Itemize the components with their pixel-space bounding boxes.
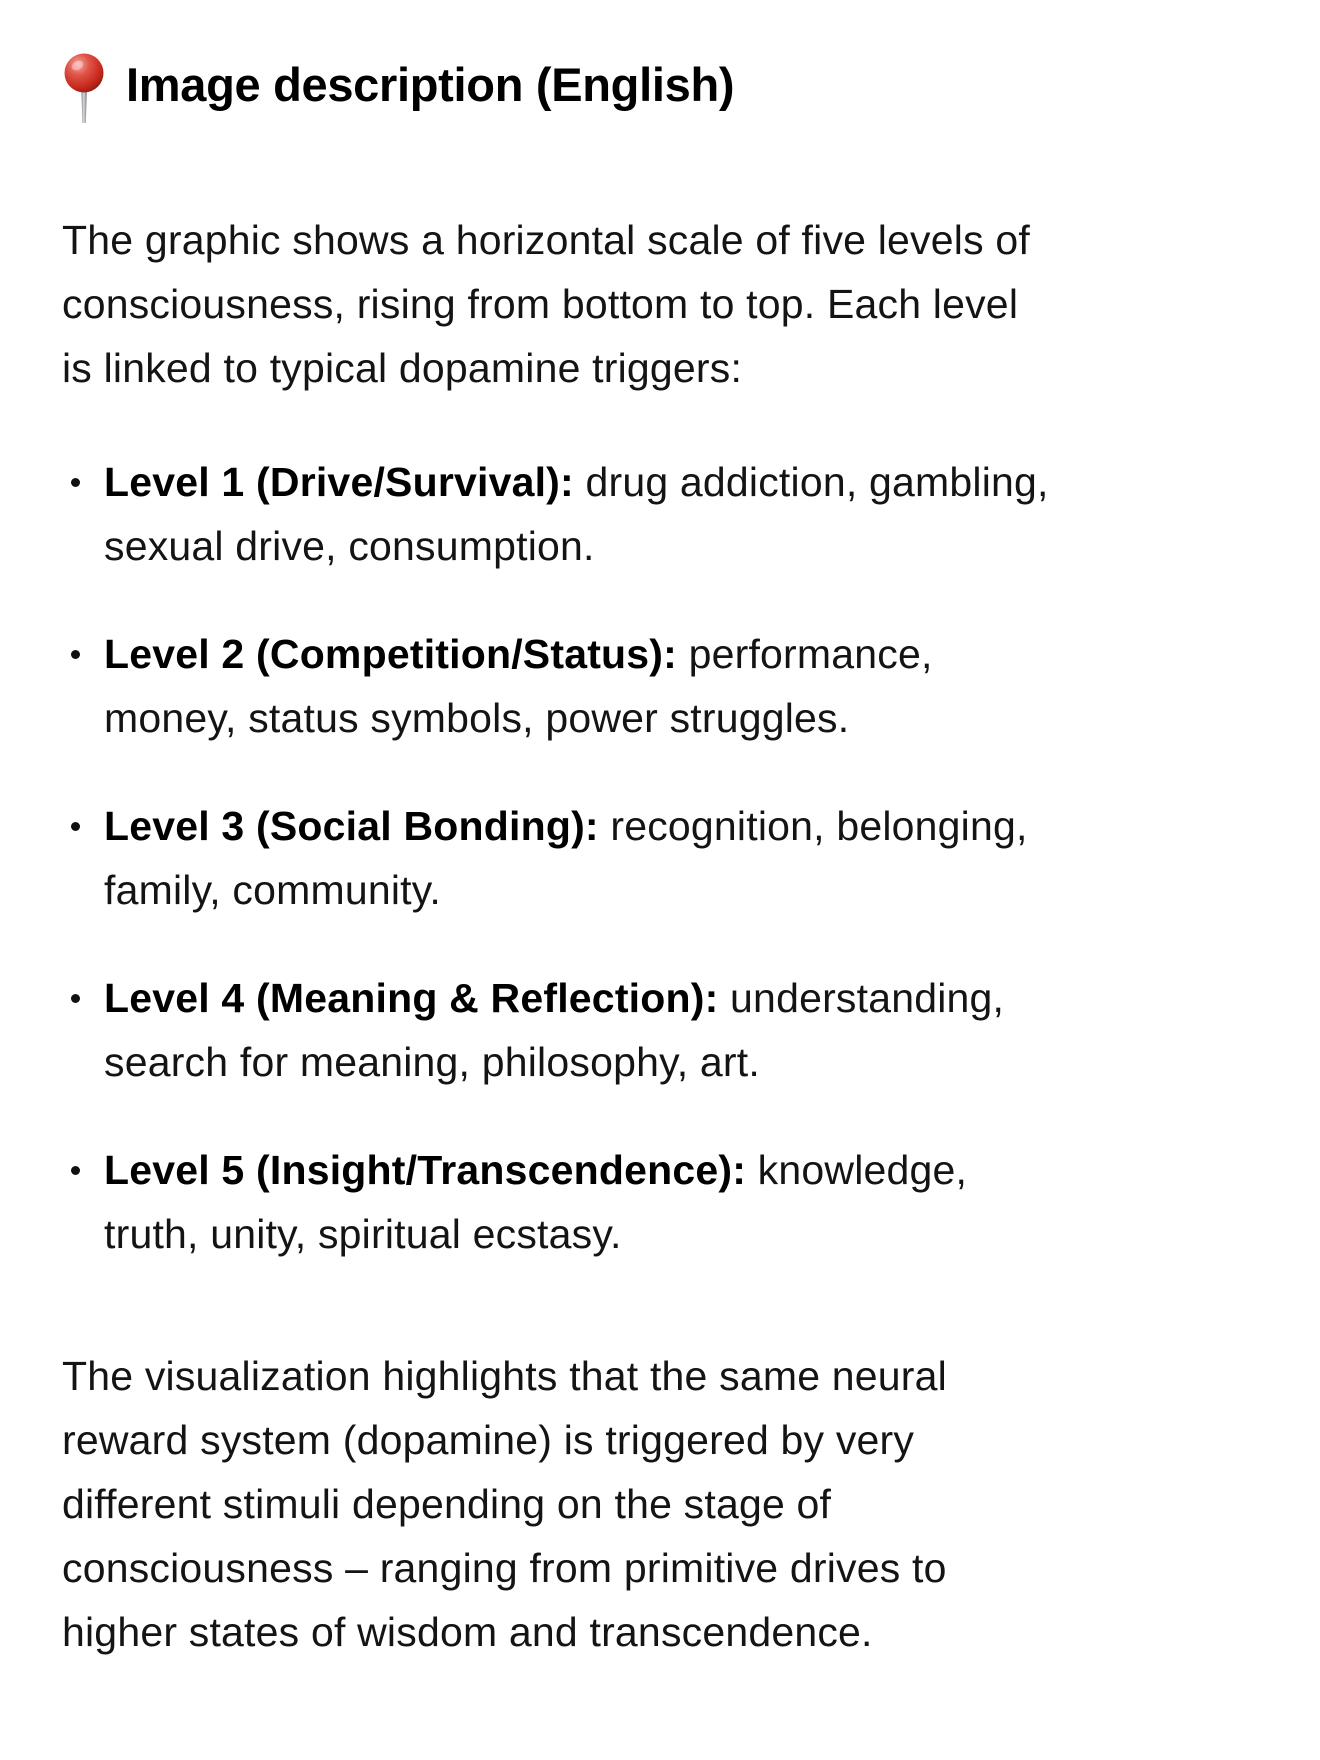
level-triggers-line2: family, community.: [104, 867, 441, 913]
closing-paragraph: [62, 1344, 1262, 1664]
closing-line: different stimuli depending on the stage of: [62, 1481, 832, 1527]
list-item-level-5: [62, 1138, 1262, 1266]
list-item-level-4: [62, 966, 1262, 1094]
level-label: Level 3 (Social Bonding):: [104, 803, 599, 849]
level-triggers-line2: money, status symbols, power struggles.: [104, 695, 850, 741]
bullet-icon: [71, 822, 80, 831]
bullet-icon: [71, 1166, 80, 1175]
list-item-text: [104, 622, 1262, 750]
closing-line: higher states of wisdom and transcendence.: [62, 1609, 873, 1655]
levels-bullet-list: [62, 450, 1262, 1266]
bullet-icon: [71, 650, 80, 659]
intro-paragraph: [62, 208, 1262, 400]
closing-line: The visualization highlights that the same neural: [62, 1353, 947, 1399]
level-triggers: performance,: [677, 631, 933, 677]
bullet-marker-col: [62, 794, 104, 922]
level-triggers: knowledge,: [746, 1147, 968, 1193]
list-item-level-3: [62, 794, 1262, 922]
level-triggers: understanding,: [718, 975, 1005, 1021]
list-item-text: [104, 794, 1262, 922]
level-triggers-line2: truth, unity, spiritual ecstasy.: [104, 1211, 622, 1257]
bullet-icon: [71, 478, 80, 487]
list-item-level-1: [62, 450, 1262, 578]
closing-line: consciousness – ranging from primitive drives to: [62, 1545, 947, 1591]
page-title: Image description (English): [126, 58, 735, 111]
closing-line: reward system (dopamine) is triggered by very: [62, 1417, 915, 1463]
level-label: Level 2 (Competition/Status):: [104, 631, 678, 677]
list-item-level-2: [62, 622, 1262, 750]
level-triggers-line2: sexual drive, consumption.: [104, 523, 595, 569]
level-triggers-line2: search for meaning, philosophy, art.: [104, 1039, 760, 1085]
bullet-marker-col: [62, 622, 104, 750]
intro-line: The graphic shows a horizontal scale of five levels of: [62, 217, 1030, 263]
list-item-text: [104, 1138, 1262, 1266]
level-label: Level 1 (Drive/Survival):: [104, 459, 574, 505]
intro-line: consciousness, rising from bottom to top. Each level: [62, 281, 1019, 327]
level-label: Level 4 (Meaning & Reflection):: [104, 975, 719, 1021]
bullet-marker-col: [62, 966, 104, 1094]
level-label: Level 5 (Insight/Transcendence):: [104, 1147, 747, 1193]
bullet-marker-col: [62, 1138, 104, 1266]
bullet-marker-col: [62, 450, 104, 578]
list-item-text: [104, 450, 1262, 578]
bullet-icon: [71, 994, 80, 1003]
level-triggers: recognition, belonging,: [598, 803, 1028, 849]
document-header: [62, 50, 1262, 126]
list-item-text: [104, 966, 1262, 1094]
level-triggers: drug addiction, gambling,: [573, 459, 1049, 505]
round-pushpin-icon: [62, 52, 106, 126]
intro-line: is linked to typical dopamine triggers:: [62, 345, 743, 391]
